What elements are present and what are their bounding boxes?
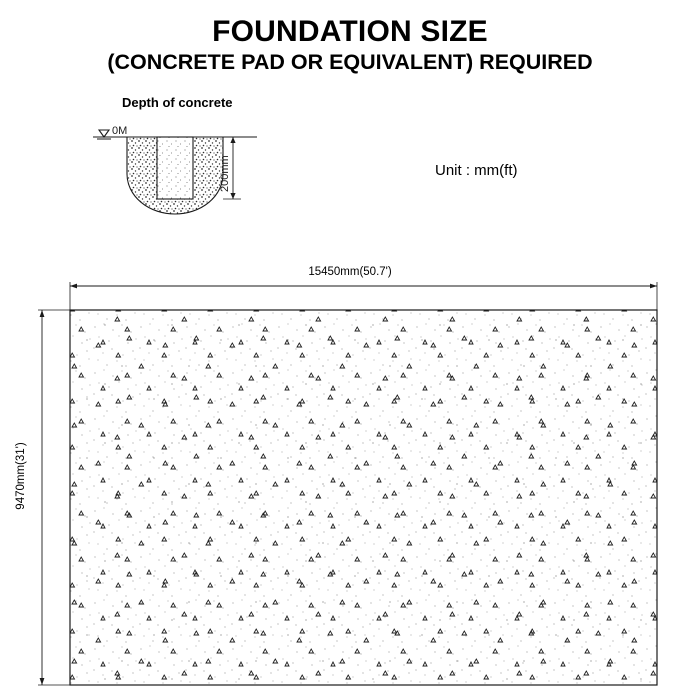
page-subtitle: (CONCRETE PAD OR EQUIVALENT) REQUIRED [107, 50, 593, 75]
concrete-depth-detail-drawing [75, 112, 305, 237]
width-dimension-label: 15450mm(50.7') [308, 266, 392, 278]
unit-note: Unit : mm(ft) [435, 162, 518, 179]
page-title: FOUNDATION SIZE [212, 15, 488, 48]
title-block [0, 16, 700, 74]
surface-level-text: 0M [112, 125, 128, 137]
height-dimension-label: 9470mm(31') [15, 442, 27, 510]
foundation-slab-aggregate [70, 310, 657, 685]
foundation-slab [70, 310, 657, 685]
depth-dimension-text: 200mm [219, 155, 231, 192]
depth-of-concrete-label: Depth of concrete [122, 95, 233, 110]
